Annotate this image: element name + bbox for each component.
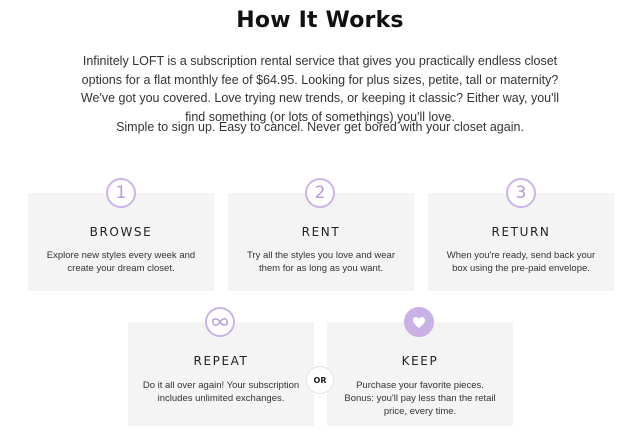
step-description: Try all the styles you love and wear them for as long as you want. <box>246 250 396 274</box>
page-title: How It Works <box>236 8 404 33</box>
or-divider: OR <box>306 366 334 394</box>
step-number-badge: 2 <box>305 178 335 208</box>
step-title: KEEP <box>401 354 439 368</box>
step-title: RENT <box>301 225 341 239</box>
step-description: Purchase your favorite pieces. Bonus: you'll pay less than the retail price, every time. <box>344 380 496 417</box>
step-title: BROWSE <box>89 225 153 239</box>
step-description: Explore new styles every week and create your dream closet. <box>46 250 196 274</box>
intro-paragraph: Infinitely LOFT is a subscription rental service that gives you practically endless closet options for a flat monthly fee of $64.95. Looking for plus sizes, petite, tall or maternity? We've got you covered. Love trying new trends, or keeping it classic? Either way, you'll find something (or lots of somethings) you'll love. <box>80 54 560 124</box>
step-title: REPEAT <box>193 354 249 368</box>
infinity-icon <box>205 307 235 337</box>
step-title: RETURN <box>491 225 551 239</box>
step-number-badge: 3 <box>506 178 536 208</box>
step-description: Do it all over again! Your subscription includes unlimited exchanges. <box>142 380 300 404</box>
heart-icon <box>404 307 434 337</box>
tagline: Simple to sign up. Easy to cancel. Never get bored with your closet again. <box>116 120 524 134</box>
step-description: When you're ready, send back your box using the pre-paid envelope. <box>446 250 596 274</box>
step-card-repeat <box>128 322 314 426</box>
step-card-keep <box>327 322 513 426</box>
step-number-badge: 1 <box>106 178 136 208</box>
